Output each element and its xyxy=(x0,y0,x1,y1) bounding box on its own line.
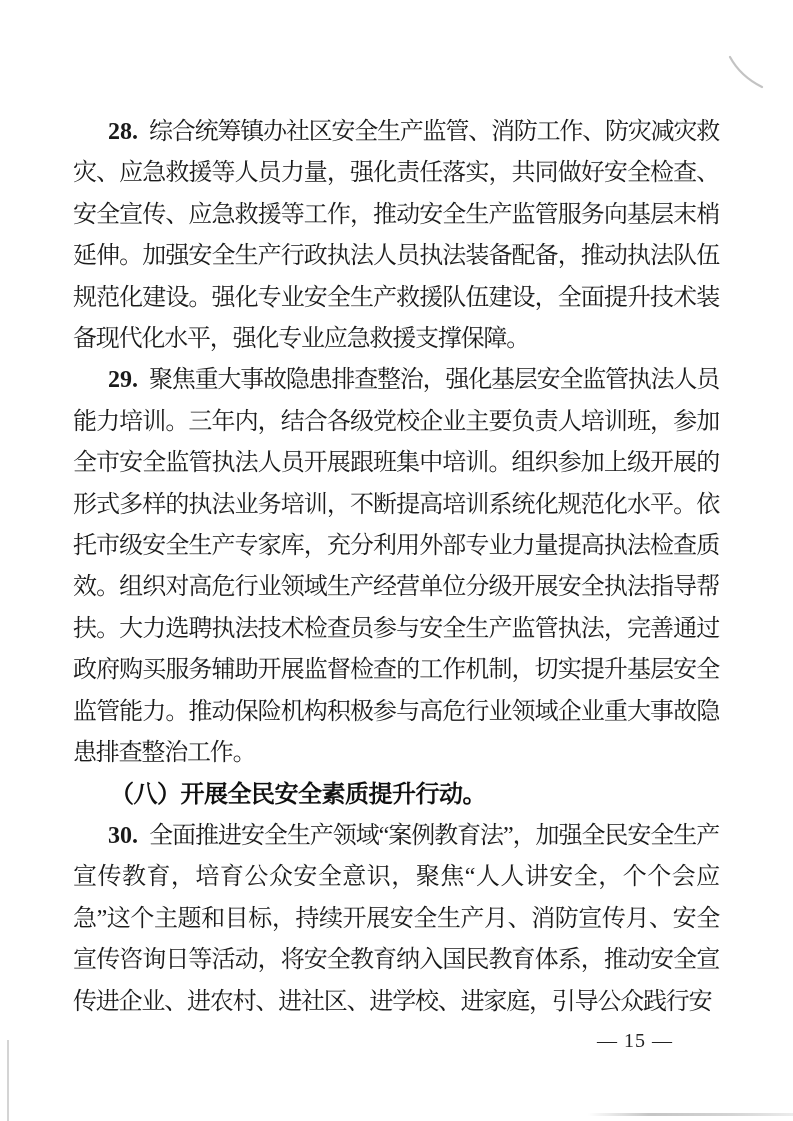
paragraph-29-text: 聚焦重大事故隐患排查整治，强化基层安全监管执法人员能力培训。三年内，结合各级党校企业主要负责人培训班，参加全市安全监管执法人员开展跟班集中培训。组织参加上级开展的形式多样的执法业务培训，不断提高培训系统化规范化水平。依托市级安全生产专家库，充分利用外部专业力量提高执法检查质效。组织对高危行业领域生产经营单位分级开展安全执法指导帮扶。大力选聘执法技术检查员参与安全生产监管执法，完善通过政府购买服务辅助开展监督检查的工作机制，切实提升基层安全监管能力。推动保险机构积极参与高危行业领域企业重大事故隐患排查整治工作。 xyxy=(73,367,719,767)
page-number: — 15 — xyxy=(597,1030,673,1052)
paragraph-28-number: 28. xyxy=(108,119,138,145)
section-heading-8: （八）开展全民安全素质提升行动。 xyxy=(110,781,486,808)
paragraph-28 xyxy=(73,112,719,360)
paragraph-30 xyxy=(73,816,719,1023)
paragraph-29 xyxy=(73,360,719,774)
scan-artifact-left-edge-line xyxy=(7,1040,9,1121)
scan-artifact-curve xyxy=(726,54,766,94)
document-body xyxy=(73,112,719,1023)
scan-artifact-bottom-streak xyxy=(588,1113,793,1116)
paragraph-30-text: 全面推进安全生产领域“案例教育法”，加强全民安全生产宣传教育，培育公众安全意识，聚焦“人人讲安全，个个会应急”这个主题和目标，持续开展安全生产月、消防宣传月、安全宣传咨询日等活动，将安全教育纳入国民教育体系，推动安全宣传进企业、进农村、进社区、进学校、进家庭，引导公众践行安 xyxy=(73,822,719,1015)
paragraph-29-number: 29. xyxy=(108,367,138,394)
paragraph-28-text: 综合统筹镇办社区安全生产监管、消防工作、防灾减灾救灾、应急救援等人员力量，强化责任落实，共同做好安全检查、安全宣传、应急救援等工作，推动安全生产监管服务向基层末梢延伸。加强安全生产行政执法人员执法装备配备，推动执法队伍规范化建设。强化专业安全生产救援队伍建设，全面提升技术装备现代化水平，强化专业应急救援支撑保障。 xyxy=(73,119,719,353)
paragraph-30-number: 30. xyxy=(108,822,138,849)
